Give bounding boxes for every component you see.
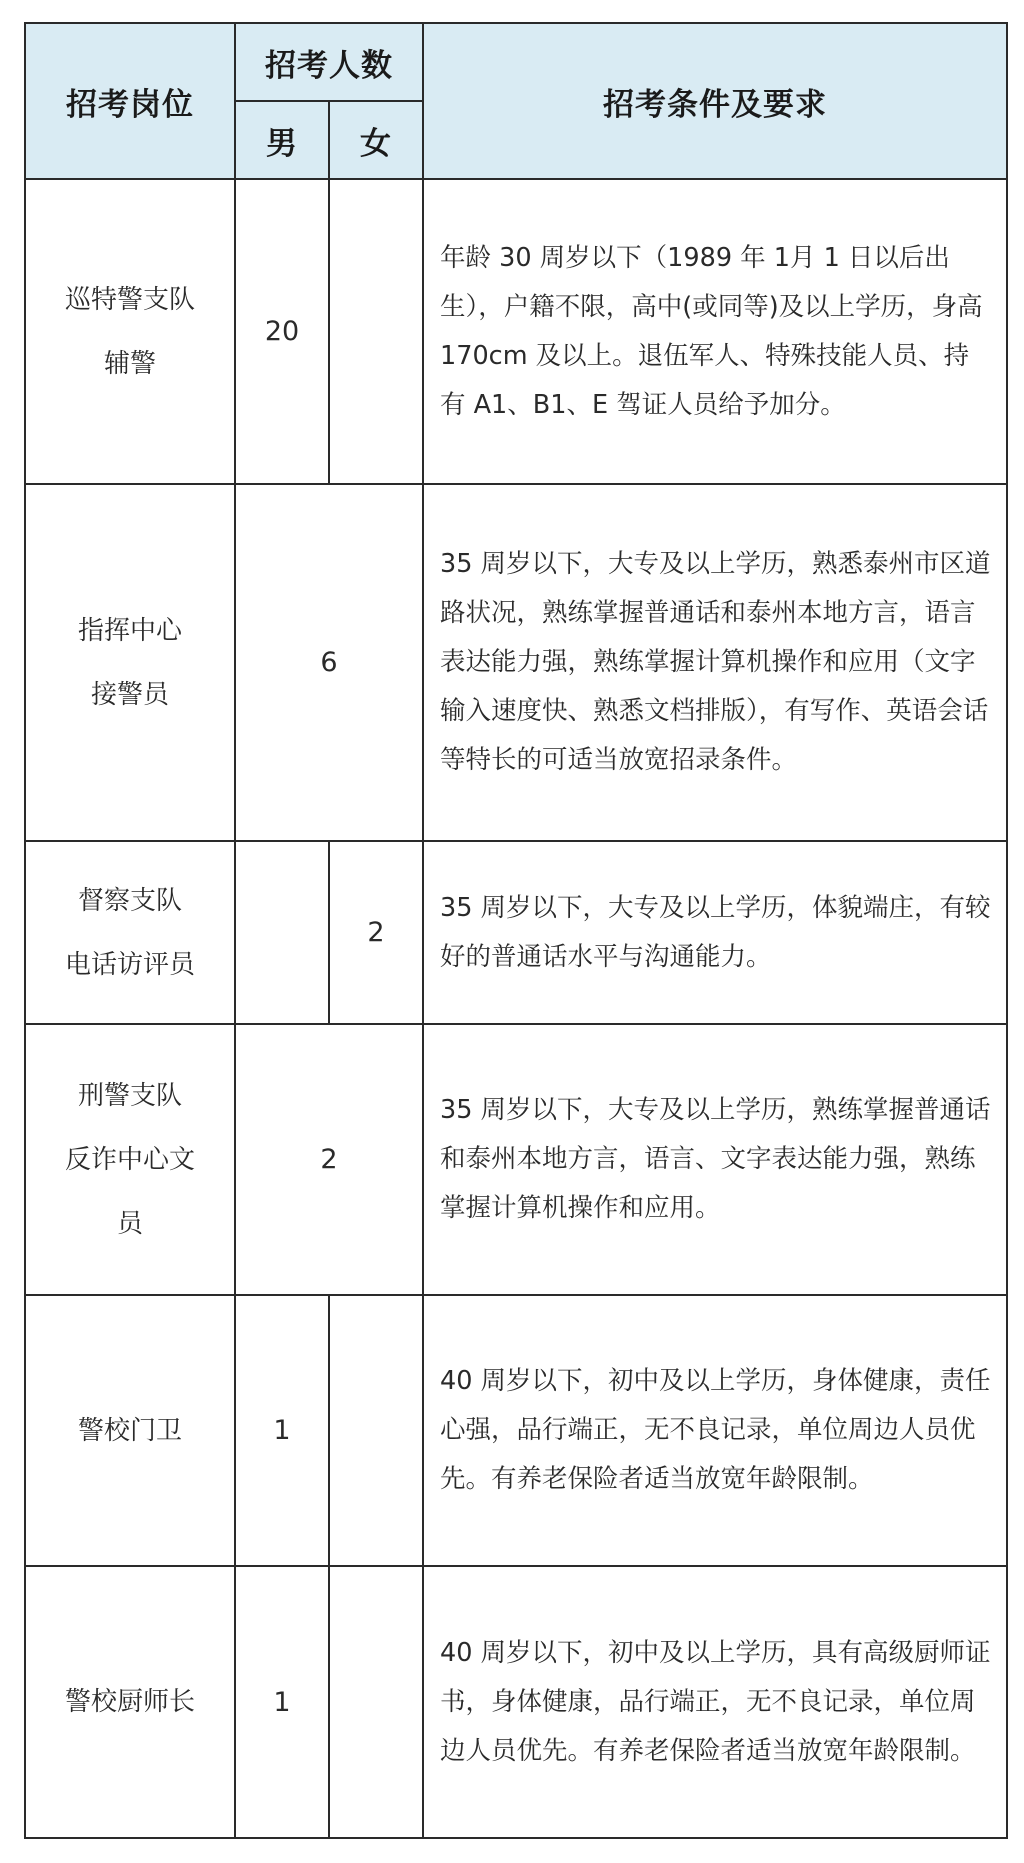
post-name-line: 接警员: [90, 679, 169, 710]
post-cell: [25, 484, 235, 841]
requirements-cell: 35 周岁以下，大专及以上学历，熟练掌握普通话和泰州本地方言，语言、文字表达能力强，熟练掌握计算机操作和应用。: [423, 1024, 1007, 1295]
combined-count: 2: [235, 1024, 423, 1295]
post-name-line: 电话访评员: [64, 949, 195, 980]
header-female: 女: [329, 101, 423, 179]
male-count: [235, 841, 329, 1024]
female-count: 2: [329, 841, 423, 1024]
post-cell: [25, 1566, 235, 1838]
table-row: [25, 1295, 1007, 1566]
female-count: [329, 1566, 423, 1838]
male-count: 20: [235, 179, 329, 484]
post-name-line: 反诈中心文: [64, 1144, 195, 1175]
table-row: [25, 179, 1007, 484]
post-name-line: 员: [116, 1208, 143, 1239]
recruitment-table-container: [24, 22, 1006, 1839]
header-count: 招考人数: [235, 23, 423, 101]
post-cell: [25, 1295, 235, 1566]
female-count: [329, 179, 423, 484]
table-row: [25, 1024, 1007, 1295]
post-name-line: 指挥中心: [77, 615, 182, 646]
male-count: 1: [235, 1566, 329, 1838]
table-row: [25, 1566, 1007, 1838]
header-male: 男: [235, 101, 329, 179]
recruitment-table: [24, 22, 1008, 1839]
post-cell: [25, 179, 235, 484]
combined-count: 6: [235, 484, 423, 841]
header-post: 招考岗位: [25, 23, 235, 179]
requirements-cell: 40 周岁以下，初中及以上学历，具有高级厨师证书，身体健康，品行端正，无不良记录，单位周边人员优先。有养老保险者适当放宽年龄限制。: [423, 1566, 1007, 1838]
male-count: 1: [235, 1295, 329, 1566]
requirements-cell: 35 周岁以下，大专及以上学历，熟悉泰州市区道路状况，熟练掌握普通话和泰州本地方言，语言表达能力强，熟练掌握计算机操作和应用（文字输入速度快、熟悉文档排版），有写作、英语会话等特长的可适当放宽招录条件。: [423, 484, 1007, 841]
header-requirements: 招考条件及要求: [423, 23, 1007, 179]
post-name-line: 辅警: [103, 348, 156, 379]
post-cell: [25, 841, 235, 1024]
requirements-cell: 年龄 30 周岁以下（1989 年 1月 1 日以后出生），户籍不限，高中(或同等)及以上学历，身高 170cm 及以上。退伍军人、特殊技能人员、持有 A1、B1、E 驾证人员给予加分。: [423, 179, 1007, 484]
post-name-line: 督察支队: [77, 885, 182, 916]
female-count: [329, 1295, 423, 1566]
requirements-cell: 40 周岁以下，初中及以上学历，身体健康，责任心强，品行端正，无不良记录，单位周边人员优先。有养老保险者适当放宽年龄限制。: [423, 1295, 1007, 1566]
requirements-cell: 35 周岁以下，大专及以上学历，体貌端庄，有较好的普通话水平与沟通能力。: [423, 841, 1007, 1024]
post-name-line: 巡特警支队: [64, 284, 195, 315]
post-name-line: 警校厨师长: [64, 1687, 195, 1717]
post-name-line: 警校门卫: [77, 1415, 182, 1446]
post-cell: [25, 1024, 235, 1295]
table-row: [25, 484, 1007, 841]
table-row: [25, 841, 1007, 1024]
post-name-line: 刑警支队: [77, 1080, 182, 1111]
